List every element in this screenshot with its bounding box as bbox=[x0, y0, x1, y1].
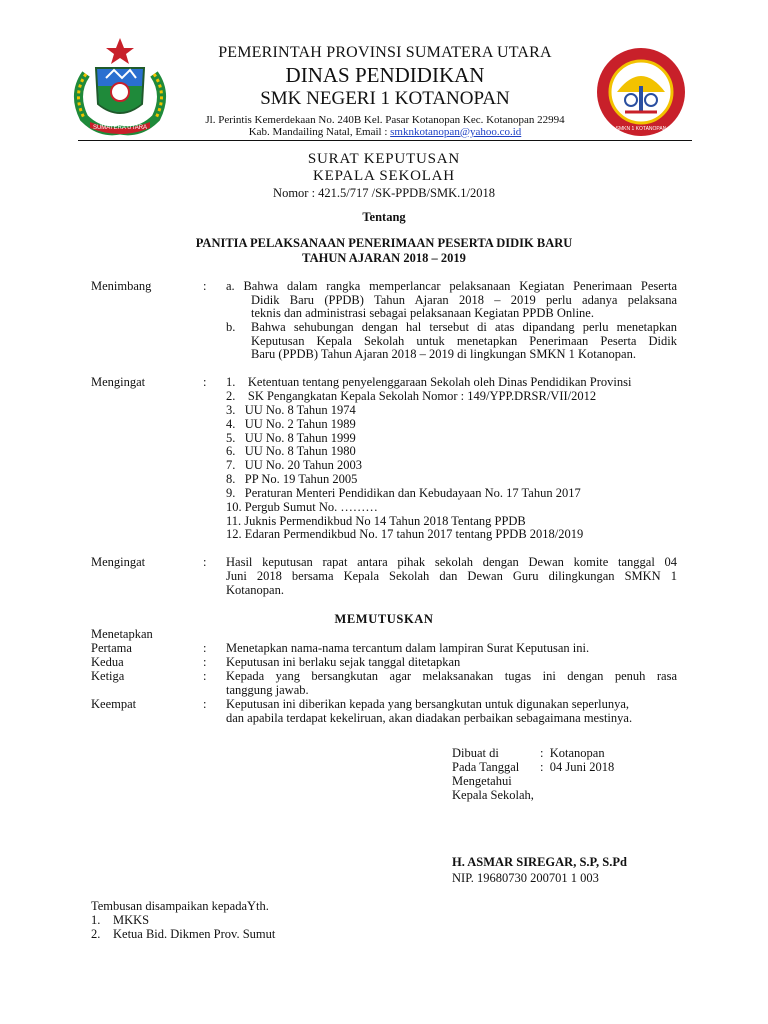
dibuat-value: : Kotanopan bbox=[540, 746, 605, 760]
mengingat-2-line-2: Juni 2018 bersama Kepala Sekolah dan Dewan Guru dilingkungan SMKN 1 bbox=[226, 569, 677, 583]
tembusan-item-number: 1. bbox=[91, 913, 101, 927]
mengingat-item: 6. UU No. 8 Tahun 1980 bbox=[226, 444, 356, 458]
mengingat-label: Mengingat bbox=[91, 375, 146, 389]
document-subtitle: KEPALA SEKOLAH bbox=[313, 168, 455, 184]
menimbang-a-line-1: a. Bahwa dalam rangka memperlancar pelaksanaan Kegiatan Penerimaan Peserta bbox=[226, 279, 677, 293]
agency-line: DINAS PENDIDIKAN bbox=[285, 62, 485, 87]
decision-kedua-text: Keputusan ini berlaku sejak tanggal ditetapkan bbox=[226, 655, 461, 669]
subject-line-2: TAHUN AJARAN 2018 – 2019 bbox=[302, 251, 466, 265]
mengingat-2-colon: : bbox=[203, 555, 207, 569]
mengingat-2-label: Mengingat bbox=[91, 555, 146, 569]
mengingat-item: 5. UU No. 8 Tahun 1999 bbox=[226, 431, 356, 445]
tanggal-label: Pada Tanggal bbox=[452, 760, 520, 774]
signatory-nip: NIP. 19680730 200701 1 003 bbox=[452, 871, 599, 885]
menimbang-a-line-2: Didik Baru (PPDB) Tahun Ajaran 2018 – 2019 perlu adanya pelaksana bbox=[251, 293, 677, 307]
document-title: SURAT KEPUTUSAN bbox=[307, 151, 461, 167]
decision-pertama-text: Menetapkan nama-nama tercantum dalam lampiran Surat Keputusan ini. bbox=[226, 641, 590, 655]
mengingat-item: 2. SK Pengangkatan Kepala Sekolah Nomor : 149/YPP.DRSR/VII/2012 bbox=[226, 389, 597, 403]
menimbang-b-marker: b. bbox=[226, 320, 236, 334]
svg-text:SMKN 1 KOTANOPAN: SMKN 1 KOTANOPAN bbox=[615, 126, 667, 132]
decision-ketiga-text-2: tanggung jawab. bbox=[226, 683, 309, 697]
letterhead bbox=[170, 44, 600, 138]
decision-keempat-text-1: Keputusan ini diberikan kepada yang bersangkutan untuk digunakan seperlunya, bbox=[226, 697, 630, 711]
sumatera-utara-emblem-icon bbox=[66, 34, 174, 138]
decision-keempat-text-2: dan apabila terdapat kekeliruan, akan diadakan perbaikan sebagaimana mestinya. bbox=[226, 711, 633, 725]
menimbang-a-line-3: teknis dan administrasi sebagai pelaksanaan Kegiatan PPDB Online. bbox=[251, 306, 594, 320]
mengingat-item: 3. UU No. 8 Tahun 1974 bbox=[226, 403, 356, 417]
signatory-name: H. ASMAR SIREGAR, S.P, S.Pd bbox=[452, 855, 627, 869]
decision-colon: : bbox=[203, 697, 207, 711]
mengingat-item: 7. UU No. 20 Tahun 2003 bbox=[226, 458, 363, 472]
mengingat-item: 1. Ketentuan tentang penyelenggaraan Sekolah oleh Dinas Pendidikan Provinsi bbox=[226, 375, 632, 389]
tembusan-title: Tembusan disampaikan kepadaYth. bbox=[91, 899, 269, 913]
subject-line-1: PANITIA PELAKSANAAN PENERIMAAN PESERTA DIDIK BARU bbox=[195, 236, 573, 250]
menetapkan-label: Menetapkan bbox=[91, 627, 153, 641]
dibuat-label: Dibuat di bbox=[452, 746, 499, 760]
menimbang-colon: : bbox=[203, 279, 207, 293]
government-line: PEMERINTAH PROVINSI SUMATERA UTARA bbox=[218, 44, 552, 61]
decision-colon: : bbox=[203, 655, 207, 669]
decision-kedua-label: Kedua bbox=[91, 655, 124, 669]
document-number: Nomor : 421.5/717 /SK-PPDB/SMK.1/2018 bbox=[273, 186, 495, 200]
mengetahui-text: Mengetahui bbox=[452, 774, 512, 788]
mengingat-2-line-3: Kotanopan. bbox=[226, 583, 284, 597]
letterhead-divider bbox=[78, 140, 692, 141]
school-name: SMK NEGERI 1 KOTANOPAN bbox=[260, 87, 510, 109]
address-line: Jl. Perintis Kemerdekaan No. 240B Kel. Pasar Kotanopan Kec. Kotanopan 22994 bbox=[205, 113, 565, 126]
mengingat-item: 9. Peraturan Menteri Pendidikan dan Kebudayaan No. 17 Tahun 2017 bbox=[226, 486, 581, 500]
menimbang-b-line-1: Bahwa sehubungan dengan hal tersebut di atas dipandang perlu menetapkan bbox=[251, 320, 677, 334]
decision-keempat-label: Keempat bbox=[91, 697, 137, 711]
mengingat-item: 10. Pergub Sumut No. ……… bbox=[226, 500, 378, 514]
mengingat-item: 8. PP No. 19 Tahun 2005 bbox=[226, 472, 358, 486]
svg-text:SUMATERA UTARA: SUMATERA UTARA bbox=[92, 125, 148, 131]
mengingat-item: 11. Juknis Permendikbud No 14 Tahun 2018 Tentang PPDB bbox=[226, 514, 526, 528]
menimbang-b-line-2: Keputusan Kepala Sekolah untuk menetapkan Penerimaan Peserta Didik bbox=[251, 334, 677, 348]
decision-colon: : bbox=[203, 669, 207, 683]
email-link[interactable]: smknkotanopan@yahoo.co.id bbox=[390, 125, 522, 138]
mengingat-2-line-1: Hasil keputusan rapat antara pihak sekolah dengan Dewan komite tanggal 04 bbox=[226, 555, 677, 569]
mengingat-item: 4. UU No. 2 Tahun 1989 bbox=[226, 417, 356, 431]
decision-ketiga-text-1: Kepada yang bersangkutan agar melaksanakan tugas ini dengan penuh rasa bbox=[226, 669, 677, 683]
menimbang-b-line-3: Baru (PPDB) Tahun Ajaran 2018 – 2019 di lingkungan SMKN 1 Kotanopan. bbox=[251, 347, 636, 361]
tanggal-value: : 04 Juni 2018 bbox=[540, 760, 615, 774]
tembusan-item: MKKS bbox=[113, 913, 150, 927]
tembusan-item: Ketua Bid. Dikmen Prov. Sumut bbox=[113, 927, 276, 941]
mengingat-colon: : bbox=[203, 375, 207, 389]
mengingat-item: 12. Edaran Permendikbud No. 17 tahun 2017 tentang PPDB 2018/2019 bbox=[226, 527, 584, 541]
decision-ketiga-label: Ketiga bbox=[91, 669, 125, 683]
jabatan-text: Kepala Sekolah, bbox=[452, 788, 534, 802]
decision-colon: : bbox=[203, 641, 207, 655]
memutuskan-heading: MEMUTUSKAN bbox=[334, 612, 434, 626]
contact-line: Kab. Mandailing Natal, Email : smknkotanopan@yahoo.co.id bbox=[248, 125, 522, 138]
decision-pertama-label: Pertama bbox=[91, 641, 132, 655]
menimbang-label: Menimbang bbox=[91, 279, 152, 293]
school-emblem-icon bbox=[595, 46, 687, 138]
tembusan-item-number: 2. bbox=[91, 927, 101, 941]
tentang-heading: Tentang bbox=[362, 210, 406, 224]
